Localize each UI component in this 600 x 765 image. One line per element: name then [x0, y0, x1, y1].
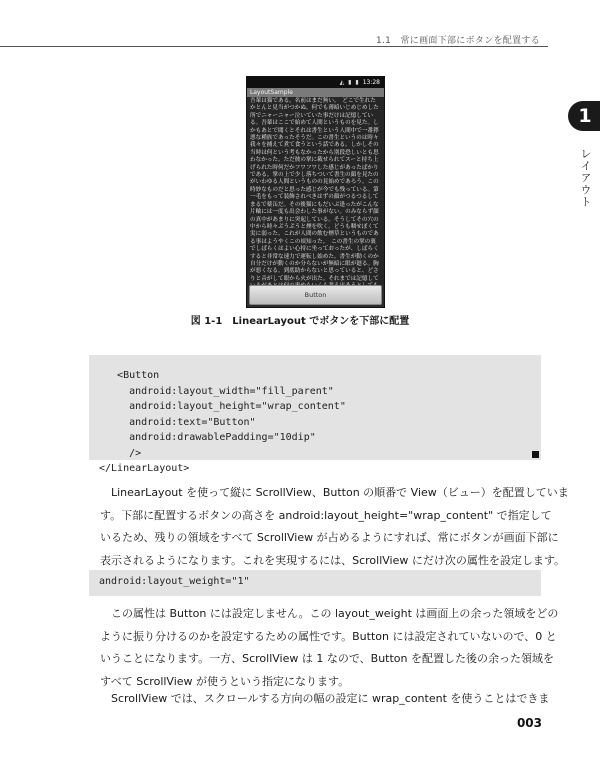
paragraph-3 [100, 688, 550, 711]
paragraph-line: この属性は Button には設定しません。この layout_weight は画面上の余った領域をどの [111, 607, 559, 620]
paragraph-line: いうことになります。一方、ScrollView は 1 なので、Button を配置した後の余った領域を [100, 652, 554, 666]
paragraph-line: す。下部に配置するボタンの高さを android:layout_height="wrap_content" で指定して [100, 508, 552, 522]
scrollview-text: 吾輩は猫である。名前はまだ無い。 どこで生れたかとんと見当がつかぬ。何でも薄暗いじめじめした所でニャーニャー泣いていた事だけは記憶している。吾輩はここで始めて人間というものを見た。しかもあとで聞くとそれは書生という人間中で一番獰悪な種族であったそうだ。この書生というのは時々我々を捕えて煮て食うという話である。しかしその当時は何という考もなかったから別段恐しいとも思わなかった。ただ彼の掌に載せられてスーと持ち上げられた時何だかフワフワした感じがあったばかりである。掌の上で少し落ちついて書生の顔を見たのがいわゆる人間というものの見始めであろう。この時妙なものだと思った感じが今でも残っている。第一毛をもって装飾されべきはずの顔がつるつるしてまるで薬缶だ。その後猫にもだいぶ逢ったがこんな片輪には一度も出会わした事がない。のみならず顔の真中があまりに突起している。そうしてその穴の中から時々ぷうぷうと煙を吹く。どうも咽せぽくて実に弱った。これが人間の飲む煙草というものである事はようやくこの頃知った。 この書生の掌の裏でしばらくはよい心持に坐っておったが、しばらくすると非常な速力で運転し始めた。書生が動くのか自分だけが動くのか分らないが無暗に眼が廻る。胸が悪くなる。到底助からないと思っていると、どさりと音がして眼から火が出た。それまでは記憶して [247, 97, 384, 285]
code-block [89, 355, 541, 474]
code-end-marker [532, 451, 539, 458]
phone-status-bar [247, 77, 384, 88]
chapter-number-tab: 1 [568, 101, 600, 131]
paragraph-line: すべて ScrollView が使うという指定になります。 [100, 675, 350, 689]
page-number: 003 [516, 716, 542, 730]
figure-caption: 図 1-1 LinearLayout でボタンを下部に配置 [190, 316, 410, 327]
app-title-bar: LayoutSample [247, 88, 384, 97]
figure-phone-screenshot [246, 76, 385, 308]
running-header: 1.1 常に画面下部にボタンを配置する [375, 36, 540, 46]
header-rule [0, 46, 548, 47]
paragraph-2 [100, 603, 559, 694]
phone-bottom-button: Button [249, 285, 382, 305]
paragraph-1 [100, 482, 569, 573]
signal-battery-icon: ◭ ▮ ▮ [339, 79, 360, 86]
inline-code-block [89, 570, 541, 596]
inline-code-text: android:layout_weight="1" [99, 576, 250, 587]
paragraph-line: ScrollView では、スクロールする方向の幅の設定に wrap_content を使うことはできま [111, 692, 550, 705]
status-time: 13:28 [362, 79, 380, 86]
chapter-title: レイアウト [579, 148, 592, 208]
paragraph-line: いるため、残りの領域をすべて ScrollView が占めるようにすれば、常にボタンが画面下部に [100, 531, 559, 545]
paragraph-line: 表示されるようになります。これを実現するには、ScrollView にだけ次の属性を設定します。 [100, 554, 565, 568]
code-lines: <Button android:layout_width="fill_parent" android:layout_height="wrap_content" android:text="Button" android:drawablePadding="10dip" /> </LinearLayout> [99, 370, 346, 474]
paragraph-line: ように振り分けるのかを設定するための属性です。Button には設定されていないので、0 と [100, 629, 557, 643]
paragraph-line: LinearLayout を使って縦に ScrollView、Button の順番で View（ビュー）を配置していま [111, 486, 569, 499]
